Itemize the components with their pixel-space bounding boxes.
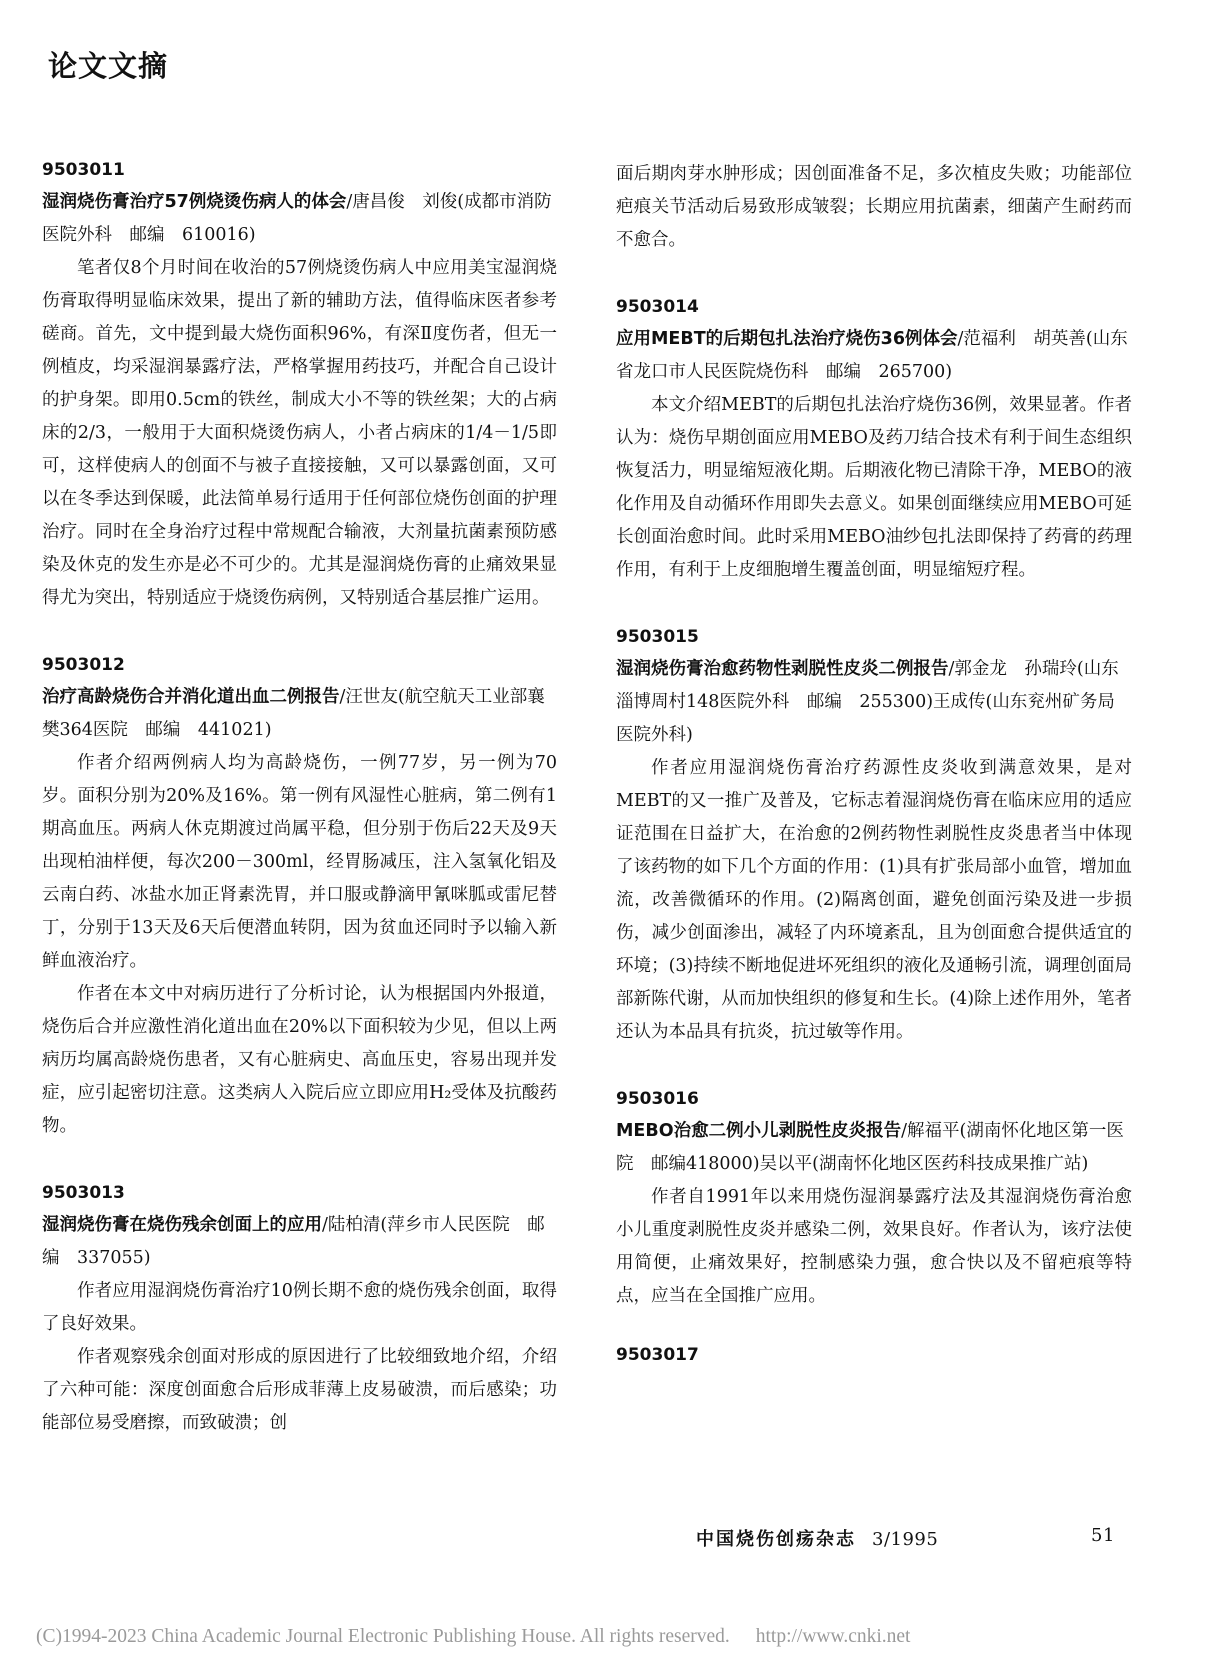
article-title: 湿润烧伤膏治疗57例烧烫伤病人的体会 <box>42 192 347 212</box>
article-id: 9503016 <box>616 1089 699 1109</box>
article-id: 9503015 <box>616 627 699 647</box>
left-column <box>42 158 557 1478</box>
right-column <box>616 158 1132 1371</box>
article-body: 本文介绍MEBT的后期包扎法治疗烧伤36例，效果显著。作者认为：烧伤早期创面应用MEBO及药刀结合技术有利于间生态组织恢复活力，明显缩短液化期。后期液化物已清除干净，MEBO的液化作用及自动循环作用即失去意义。如果创面继续应用MEBO可延长创面治愈时间。此时采用MEBO油纱包扎法即保持了药膏的药理作用，有利于上皮细胞增生覆盖创面，明显缩短疗程。 <box>616 395 1132 580</box>
article-heading <box>42 1209 557 1275</box>
article-body: 作者观察残余创面对形成的原因进行了比较细致地介绍，介绍了六种可能：深度创面愈合后形成菲薄上皮易破溃，而后感染；功能部位易受磨擦，而致破溃；创 <box>42 1347 557 1433</box>
article-body: 作者应用湿润烧伤膏治疗10例长期不愈的烧伤残余创面，取得了良好效果。 <box>42 1281 557 1334</box>
article-authors: /唐昌俊 刘俊(成都市消防医院外科 邮编 610016) <box>42 192 552 245</box>
abstract-9503011 <box>42 158 557 615</box>
article-id: 9503012 <box>42 655 125 675</box>
article-heading <box>616 653 1132 752</box>
article-heading <box>42 186 557 252</box>
copyright-notice <box>36 1626 910 1648</box>
copyright-url: http://www.cnki.net <box>755 1626 911 1647</box>
page-footer <box>696 1525 1115 1551</box>
article-authors: /郭金龙 孙瑞玲(山东淄博周村148医院外科 邮编 255300)王成传(山东兖州矿务局医院外科) <box>616 659 1119 745</box>
article-title: 湿润烧伤膏在烧伤残余创面上的应用 <box>42 1215 322 1235</box>
article-heading <box>616 323 1132 389</box>
journal-issue: 3/1995 <box>872 1529 939 1550</box>
article-heading <box>616 1115 1132 1181</box>
article-body: 作者应用湿润烧伤膏治疗药源性皮炎收到满意效果，是对MEBT的又一推广及普及，它标志着湿润烧伤膏在临床应用的适应证范围在日益扩大，在治愈的2例药物性剥脱性皮炎患者当中体现了该药物的如下几个方面的作用：(1)具有扩张局部小血管，增加血流，改善微循环的作用。(2)隔离创面，避免创面污染及进一步损伤，减少创面渗出，减轻了内环境紊乱，且为创面愈合提供适宜的环境；(3)持续不断地促进坏死组织的液化及通畅引流，调理创面局部新陈代谢，从而加快组织的修复和生长。(4)除上述作用外，笔者还认为本品具有抗炎，抗过敏等作用。 <box>616 758 1132 1042</box>
journal-name: 中国烧伤创疡杂志 <box>696 1529 856 1550</box>
article-id: 9503017 <box>616 1345 699 1365</box>
article-body: 作者自1991年以来用烧伤湿润暴露疗法及其湿润烧伤膏治愈小儿重度剥脱性皮炎并感染二例，效果良好。作者认为，该疗法使用简便，止痛效果好，控制感染力强，愈合快以及不留疤痕等特点，应当在全国推广应用。 <box>616 1187 1132 1306</box>
abstract-9503014 <box>616 295 1132 587</box>
article-body: 作者介绍两例病人均为高龄烧伤，一例77岁，另一例为70岁。面积分别为20%及16%。第一例有风湿性心脏病，第二例有1期高血压。两病人休克期渡过尚属平稳，但分别于伤后22天及9天出现柏油样便，每次200－300ml，经胃肠减压，注入氢氧化铝及云南白药、冰盐水加正肾素洗胃，并口服或静滴甲氰咪胍或雷尼替丁，分别于13天及6天后便潜血转阴，因为贫血还同时予以输入新鲜血液治疗。 <box>42 753 557 971</box>
page-number: 51 <box>1091 1525 1115 1546</box>
abstract-9503013-continued <box>616 158 1132 257</box>
article-authors: /汪世友(航空航天工业部襄樊364医院 邮编 441021) <box>42 687 545 740</box>
section-title: 论文文摘 <box>48 49 169 83</box>
article-id: 9503013 <box>42 1183 125 1203</box>
abstract-9503013 <box>42 1181 557 1440</box>
article-id: 9503014 <box>616 297 699 317</box>
abstract-9503012 <box>42 653 557 1143</box>
copyright-text: (C)1994-2023 China Academic Journal Electronic Publishing House. All rights reserved. <box>36 1626 730 1647</box>
abstract-9503015 <box>616 625 1132 1049</box>
article-title: 湿润烧伤膏治愈药物性剥脱性皮炎二例报告 <box>616 659 949 679</box>
article-title: 应用MEBT的后期包扎法治疗烧伤36例体会 <box>616 329 958 349</box>
abstract-9503016 <box>616 1087 1132 1313</box>
article-authors: /范福利 胡英善(山东省龙口市人民医院烧伤科 邮编 265700) <box>616 329 1128 382</box>
article-body: 作者在本文中对病历进行了分析讨论，认为根据国内外报道，烧伤后合并应激性消化道出血在20%以下面积较为少见，但以上两病历均属高龄烧伤患者，又有心脏病史、高血压史，容易出现并发症，应引起密切注意。这类病人入院后应立即应用H₂受体及抗酸药物。 <box>42 984 557 1136</box>
article-heading <box>42 681 557 747</box>
article-title: MEBO治愈二例小儿剥脱性皮炎报告 <box>616 1121 902 1141</box>
article-authors: /陆柏清(萍乡市人民医院 邮编 337055) <box>42 1215 545 1268</box>
article-authors: /解福平(湖南怀化地区第一医院 邮编418000)吴以平(湖南怀化地区医药科技成果推广站) <box>616 1121 1124 1174</box>
article-body: 笔者仅8个月时间在收治的57例烧烫伤病人中应用美宝湿润烧伤膏取得明显临床效果，提出了新的辅助方法，值得临床医者参考磋商。首先，文中提到最大烧伤面积96%，有深Ⅱ度伤者，但无一例植皮，均采湿润暴露疗法，严格掌握用药技巧，并配合自己设计的护身架。即用0.5cm的铁丝，制成大小不等的铁丝架；大的占病床的2/3，一般用于大面积烧烫伤病人，小者占病床的1/4－1/5即可，这样使病人的创面不与被子直接接触，又可以暴露创面，又可以在冬季达到保暖，此法简单易行适用于任何部位烧伤创面的护理治疗。同时在全身治疗过程中常规配合输液，大剂量抗菌素预防感染及休克的发生亦是必不可少的。尤其是湿润烧伤膏的止痛效果显得尤为突出，特别适应于烧烫伤病例，又特别适合基层推广运用。 <box>42 258 557 608</box>
article-id: 9503011 <box>42 160 125 180</box>
article-title: 治疗高龄烧伤合并消化道出血二例报告 <box>42 687 340 707</box>
article-body-continued: 面后期肉芽水肿形成；因创面准备不足，多次植皮失败；功能部位疤痕关节活动后易致形成皱裂；长期应用抗菌素，细菌产生耐药而不愈合。 <box>616 164 1132 250</box>
